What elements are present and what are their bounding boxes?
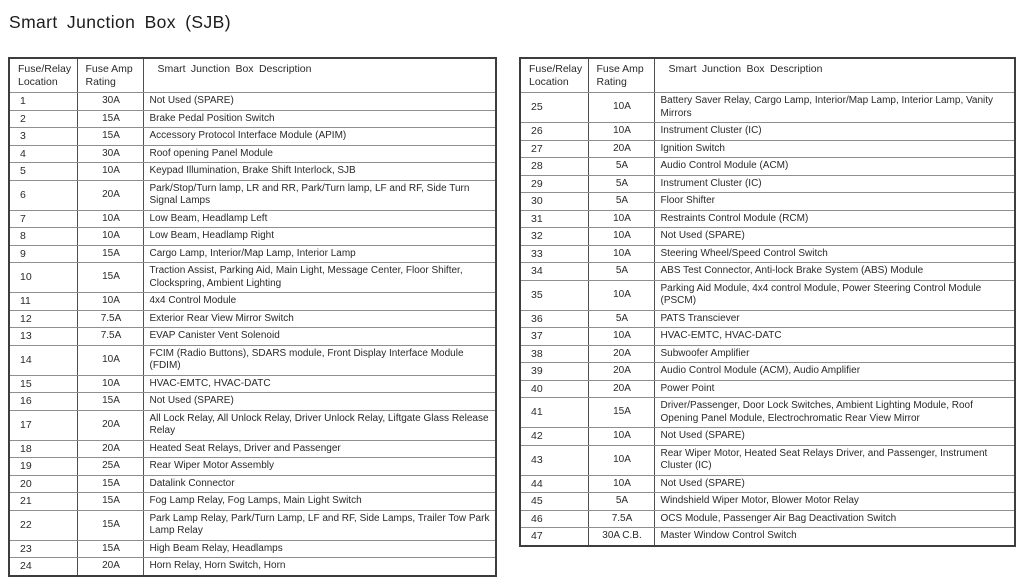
fuse-description: Instrument Cluster (IC) bbox=[654, 175, 1015, 193]
fuse-row bbox=[9, 163, 496, 181]
fuse-row bbox=[520, 280, 1015, 310]
fuse-amp-rating: 10A bbox=[588, 280, 654, 310]
column-header: Fuse/Relay Location bbox=[520, 58, 588, 93]
fuse-amp-rating: 15A bbox=[77, 493, 143, 511]
fuse-amp-rating: 7.5A bbox=[77, 328, 143, 346]
fuse-location: 2 bbox=[9, 110, 77, 128]
fuse-row bbox=[520, 93, 1015, 123]
fuse-row bbox=[9, 375, 496, 393]
fuse-row bbox=[520, 245, 1015, 263]
fuse-location: 41 bbox=[520, 398, 588, 428]
fuse-description: Power Point bbox=[654, 380, 1015, 398]
fuse-amp-rating: 5A bbox=[588, 263, 654, 281]
fuse-amp-rating: 20A bbox=[588, 363, 654, 381]
fuse-description: Parking Aid Module, 4x4 control Module, Power Steering Control Module (PSCM) bbox=[654, 280, 1015, 310]
fuse-description: Brake Pedal Position Switch bbox=[143, 110, 496, 128]
fuse-location: 23 bbox=[9, 540, 77, 558]
fuse-amp-rating: 10A bbox=[588, 445, 654, 475]
fuse-row bbox=[9, 540, 496, 558]
fuse-amp-rating: 7.5A bbox=[588, 510, 654, 528]
fuse-amp-rating: 30A C.B. bbox=[588, 528, 654, 546]
fuse-row bbox=[520, 310, 1015, 328]
fuse-amp-rating: 30A bbox=[77, 93, 143, 111]
fuse-row bbox=[9, 393, 496, 411]
fuse-row bbox=[9, 210, 496, 228]
fuse-amp-rating: 10A bbox=[588, 428, 654, 446]
fuse-row bbox=[520, 363, 1015, 381]
fuse-row bbox=[9, 475, 496, 493]
fuse-description: Not Used (SPARE) bbox=[654, 228, 1015, 246]
fuse-description: Master Window Control Switch bbox=[654, 528, 1015, 546]
header-row bbox=[9, 58, 496, 93]
column-header: Smart Junction Box Description bbox=[143, 58, 496, 93]
column-header: Fuse/Relay Location bbox=[9, 58, 77, 93]
fuse-row bbox=[9, 410, 496, 440]
fuse-location: 4 bbox=[9, 145, 77, 163]
fuse-row bbox=[520, 345, 1015, 363]
fuse-amp-rating: 15A bbox=[77, 475, 143, 493]
fuse-amp-rating: 20A bbox=[77, 558, 143, 576]
fuse-row bbox=[9, 558, 496, 576]
fuse-row bbox=[9, 493, 496, 511]
fuse-row bbox=[520, 328, 1015, 346]
fuse-location: 37 bbox=[520, 328, 588, 346]
fuse-row bbox=[520, 193, 1015, 211]
fuse-amp-rating: 10A bbox=[588, 228, 654, 246]
fuse-location: 30 bbox=[520, 193, 588, 211]
fuse-row bbox=[9, 145, 496, 163]
fuse-amp-rating: 15A bbox=[588, 398, 654, 428]
fuse-amp-rating: 10A bbox=[77, 228, 143, 246]
fuse-description: Instrument Cluster (IC) bbox=[654, 123, 1015, 141]
fuse-description: Not Used (SPARE) bbox=[143, 93, 496, 111]
fuse-description: 4x4 Control Module bbox=[143, 293, 496, 311]
fuse-location: 22 bbox=[9, 510, 77, 540]
fuse-description: HVAC-EMTC, HVAC-DATC bbox=[143, 375, 496, 393]
fuse-amp-rating: 5A bbox=[588, 193, 654, 211]
fuse-description: HVAC-EMTC, HVAC-DATC bbox=[654, 328, 1015, 346]
fuse-description: Battery Saver Relay, Cargo Lamp, Interior/Map Lamp, Interior Lamp, Vanity Mirrors bbox=[654, 93, 1015, 123]
fuse-description: Traction Assist, Parking Aid, Main Light, Message Center, Floor Shifter, Clockspring, Ambient Lighting bbox=[143, 263, 496, 293]
fuse-row bbox=[520, 528, 1015, 546]
fuse-location: 1 bbox=[9, 93, 77, 111]
fuse-location: 17 bbox=[9, 410, 77, 440]
fuse-amp-rating: 15A bbox=[77, 393, 143, 411]
fuse-description: Not Used (SPARE) bbox=[654, 428, 1015, 446]
fuse-location: 39 bbox=[520, 363, 588, 381]
fuse-amp-rating: 10A bbox=[77, 345, 143, 375]
fuse-description: Audio Control Module (ACM), Audio Amplifier bbox=[654, 363, 1015, 381]
fuse-description: Fog Lamp Relay, Fog Lamps, Main Light Switch bbox=[143, 493, 496, 511]
fuse-location: 29 bbox=[520, 175, 588, 193]
fuse-description: High Beam Relay, Headlamps bbox=[143, 540, 496, 558]
fuse-amp-rating: 20A bbox=[77, 180, 143, 210]
fuse-amp-rating: 10A bbox=[588, 123, 654, 141]
fuse-location: 32 bbox=[520, 228, 588, 246]
fuse-location: 38 bbox=[520, 345, 588, 363]
fuse-row bbox=[520, 263, 1015, 281]
fuse-amp-rating: 15A bbox=[77, 128, 143, 146]
fuse-description: Keypad Illumination, Brake Shift Interlock, SJB bbox=[143, 163, 496, 181]
fuse-amp-rating: 10A bbox=[588, 475, 654, 493]
fuse-row bbox=[9, 458, 496, 476]
fuse-amp-rating: 5A bbox=[588, 175, 654, 193]
fuse-location: 28 bbox=[520, 158, 588, 176]
fuse-row bbox=[9, 440, 496, 458]
fuse-description: Low Beam, Headlamp Left bbox=[143, 210, 496, 228]
fuse-location: 46 bbox=[520, 510, 588, 528]
fuse-amp-rating: 20A bbox=[588, 380, 654, 398]
fuse-row bbox=[520, 175, 1015, 193]
fuse-table-left bbox=[8, 57, 497, 577]
fuse-row bbox=[9, 93, 496, 111]
fuse-row bbox=[9, 263, 496, 293]
fuse-tables-container bbox=[8, 57, 1016, 577]
fuse-location: 3 bbox=[9, 128, 77, 146]
fuse-description: Rear Wiper Motor Assembly bbox=[143, 458, 496, 476]
fuse-description: Datalink Connector bbox=[143, 475, 496, 493]
fuse-amp-rating: 20A bbox=[588, 140, 654, 158]
fuse-amp-rating: 5A bbox=[588, 310, 654, 328]
fuse-row bbox=[9, 510, 496, 540]
fuse-description: Cargo Lamp, Interior/Map Lamp, Interior Lamp bbox=[143, 245, 496, 263]
fuse-location: 24 bbox=[9, 558, 77, 576]
fuse-amp-rating: 10A bbox=[588, 245, 654, 263]
fuse-location: 16 bbox=[9, 393, 77, 411]
fuse-row bbox=[9, 310, 496, 328]
fuse-amp-rating: 30A bbox=[77, 145, 143, 163]
fuse-description: Not Used (SPARE) bbox=[143, 393, 496, 411]
fuse-description: OCS Module, Passenger Air Bag Deactivation Switch bbox=[654, 510, 1015, 528]
fuse-row bbox=[9, 345, 496, 375]
fuse-row bbox=[520, 475, 1015, 493]
fuse-row bbox=[9, 328, 496, 346]
fuse-row bbox=[9, 293, 496, 311]
fuse-row bbox=[520, 510, 1015, 528]
fuse-description: Subwoofer Amplifier bbox=[654, 345, 1015, 363]
fuse-row bbox=[520, 445, 1015, 475]
fuse-row bbox=[520, 398, 1015, 428]
fuse-location: 10 bbox=[9, 263, 77, 293]
fuse-description: Audio Control Module (ACM) bbox=[654, 158, 1015, 176]
fuse-location: 21 bbox=[9, 493, 77, 511]
fuse-location: 45 bbox=[520, 493, 588, 511]
fuse-row bbox=[9, 245, 496, 263]
fuse-amp-rating: 25A bbox=[77, 458, 143, 476]
fuse-description: Heated Seat Relays, Driver and Passenger bbox=[143, 440, 496, 458]
fuse-location: 33 bbox=[520, 245, 588, 263]
fuse-location: 20 bbox=[9, 475, 77, 493]
fuse-location: 19 bbox=[9, 458, 77, 476]
fuse-location: 25 bbox=[520, 93, 588, 123]
fuse-location: 35 bbox=[520, 280, 588, 310]
fuse-description: Rear Wiper Motor, Heated Seat Relays Driver, and Passenger, Instrument Cluster (IC) bbox=[654, 445, 1015, 475]
fuse-row bbox=[520, 123, 1015, 141]
fuse-description: ABS Test Connector, Anti-lock Brake System (ABS) Module bbox=[654, 263, 1015, 281]
fuse-amp-rating: 10A bbox=[77, 293, 143, 311]
column-header: Fuse Amp Rating bbox=[588, 58, 654, 93]
fuse-amp-rating: 10A bbox=[588, 210, 654, 228]
fuse-amp-rating: 10A bbox=[588, 93, 654, 123]
fuse-description: Low Beam, Headlamp Right bbox=[143, 228, 496, 246]
fuse-amp-rating: 15A bbox=[77, 540, 143, 558]
fuse-row bbox=[520, 210, 1015, 228]
fuse-row bbox=[9, 110, 496, 128]
header-row bbox=[520, 58, 1015, 93]
page-title: Smart Junction Box (SJB) bbox=[9, 12, 231, 32]
fuse-description: Horn Relay, Horn Switch, Horn bbox=[143, 558, 496, 576]
fuse-table-right bbox=[519, 57, 1016, 547]
fuse-row bbox=[9, 180, 496, 210]
fuse-location: 34 bbox=[520, 263, 588, 281]
fuse-location: 11 bbox=[9, 293, 77, 311]
fuse-amp-rating: 5A bbox=[588, 493, 654, 511]
fuse-row bbox=[9, 228, 496, 246]
fuse-location: 42 bbox=[520, 428, 588, 446]
fuse-description: Not Used (SPARE) bbox=[654, 475, 1015, 493]
fuse-location: 15 bbox=[9, 375, 77, 393]
fuse-location: 43 bbox=[520, 445, 588, 475]
fuse-location: 5 bbox=[9, 163, 77, 181]
fuse-location: 18 bbox=[9, 440, 77, 458]
fuse-amp-rating: 15A bbox=[77, 510, 143, 540]
fuse-amp-rating: 20A bbox=[77, 440, 143, 458]
fuse-description: Ignition Switch bbox=[654, 140, 1015, 158]
fuse-row bbox=[520, 428, 1015, 446]
fuse-description: Restraints Control Module (RCM) bbox=[654, 210, 1015, 228]
fuse-amp-rating: 20A bbox=[77, 410, 143, 440]
fuse-location: 44 bbox=[520, 475, 588, 493]
fuse-description: Accessory Protocol Interface Module (APIM) bbox=[143, 128, 496, 146]
fuse-description: Roof opening Panel Module bbox=[143, 145, 496, 163]
fuse-location: 14 bbox=[9, 345, 77, 375]
fuse-row bbox=[520, 158, 1015, 176]
fuse-description: Windshield Wiper Motor, Blower Motor Relay bbox=[654, 493, 1015, 511]
fuse-amp-rating: 10A bbox=[77, 375, 143, 393]
column-header: Smart Junction Box Description bbox=[654, 58, 1015, 93]
fuse-location: 31 bbox=[520, 210, 588, 228]
fuse-location: 8 bbox=[9, 228, 77, 246]
fuse-amp-rating: 5A bbox=[588, 158, 654, 176]
fuse-row bbox=[520, 493, 1015, 511]
fuse-row bbox=[520, 140, 1015, 158]
fuse-amp-rating: 15A bbox=[77, 110, 143, 128]
fuse-location: 47 bbox=[520, 528, 588, 546]
fuse-amp-rating: 20A bbox=[588, 345, 654, 363]
fuse-amp-rating: 10A bbox=[77, 210, 143, 228]
fuse-location: 40 bbox=[520, 380, 588, 398]
fuse-location: 6 bbox=[9, 180, 77, 210]
fuse-amp-rating: 15A bbox=[77, 263, 143, 293]
fuse-description: All Lock Relay, All Unlock Relay, Driver Unlock Relay, Liftgate Glass Release Relay bbox=[143, 410, 496, 440]
fuse-row bbox=[520, 380, 1015, 398]
fuse-location: 12 bbox=[9, 310, 77, 328]
fuse-location: 26 bbox=[520, 123, 588, 141]
fuse-description: FCIM (Radio Buttons), SDARS module, Front Display Interface Module (FDIM) bbox=[143, 345, 496, 375]
fuse-row bbox=[9, 128, 496, 146]
fuse-amp-rating: 15A bbox=[77, 245, 143, 263]
fuse-location: 9 bbox=[9, 245, 77, 263]
fuse-amp-rating: 10A bbox=[77, 163, 143, 181]
column-header: Fuse Amp Rating bbox=[77, 58, 143, 93]
fuse-description: Steering Wheel/Speed Control Switch bbox=[654, 245, 1015, 263]
fuse-location: 36 bbox=[520, 310, 588, 328]
fuse-row bbox=[520, 228, 1015, 246]
fuse-location: 27 bbox=[520, 140, 588, 158]
fuse-location: 7 bbox=[9, 210, 77, 228]
fuse-description: Park/Stop/Turn lamp, LR and RR, Park/Turn lamp, LF and RF, Side Turn Signal Lamps bbox=[143, 180, 496, 210]
fuse-description: Park Lamp Relay, Park/Turn Lamp, LF and RF, Side Lamps, Trailer Tow Park Lamp Relay bbox=[143, 510, 496, 540]
fuse-description: Driver/Passenger, Door Lock Switches, Ambient Lighting Module, Roof Opening Panel Module, Electrochromatic Rear View Mirror bbox=[654, 398, 1015, 428]
fuse-amp-rating: 10A bbox=[588, 328, 654, 346]
fuse-description: PATS Transciever bbox=[654, 310, 1015, 328]
fuse-amp-rating: 7.5A bbox=[77, 310, 143, 328]
fuse-description: Floor Shifter bbox=[654, 193, 1015, 211]
fuse-description: EVAP Canister Vent Solenoid bbox=[143, 328, 496, 346]
fuse-description: Exterior Rear View Mirror Switch bbox=[143, 310, 496, 328]
fuse-location: 13 bbox=[9, 328, 77, 346]
